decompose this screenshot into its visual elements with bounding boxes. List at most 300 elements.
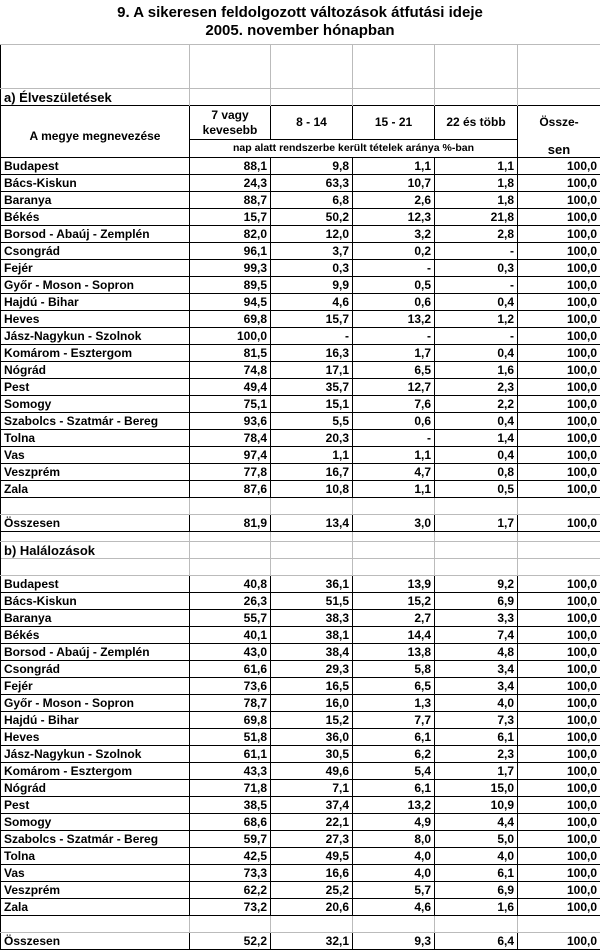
value-cell: 69,8 [190, 311, 271, 328]
value-cell: 22,1 [271, 814, 353, 831]
empty-cell [190, 916, 271, 933]
county-name: Veszprém [1, 882, 190, 899]
value-cell: 32,1 [271, 933, 353, 950]
empty-cell [435, 498, 518, 515]
value-cell: 0,4 [435, 294, 518, 311]
value-cell: 100,0 [518, 345, 600, 362]
county-name: Tolna [1, 848, 190, 865]
value-cell: 51,8 [190, 729, 271, 746]
county-name: Fejér [1, 678, 190, 695]
value-cell: 59,7 [190, 831, 271, 848]
spacer-row [1, 916, 600, 933]
value-cell: 24,3 [190, 175, 271, 192]
value-cell: 6,8 [271, 192, 353, 209]
value-cell: 4,9 [353, 814, 435, 831]
value-cell: 99,3 [190, 260, 271, 277]
table-row [1, 797, 600, 814]
value-cell: 1,4 [435, 430, 518, 447]
table-row [1, 226, 600, 243]
value-cell: 100,0 [190, 328, 271, 345]
value-cell: 15,7 [190, 209, 271, 226]
value-cell: 71,8 [190, 780, 271, 797]
value-cell: 10,9 [435, 797, 518, 814]
value-cell: 3,4 [435, 678, 518, 695]
county-name: Hajdú - Bihar [1, 712, 190, 729]
table-row [1, 712, 600, 729]
value-cell: 9,8 [271, 158, 353, 175]
value-cell: 5,7 [353, 882, 435, 899]
table-row [1, 277, 600, 294]
value-cell: 6,4 [435, 933, 518, 950]
county-name: Somogy [1, 814, 190, 831]
value-cell: 81,5 [190, 345, 271, 362]
county-name: Bács-Kiskun [1, 593, 190, 610]
value-cell: 100,0 [518, 729, 600, 746]
table-row [1, 644, 600, 661]
value-cell: 43,0 [190, 644, 271, 661]
value-cell: 1,1 [271, 447, 353, 464]
value-cell: 0,6 [353, 294, 435, 311]
value-cell: 74,8 [190, 362, 271, 379]
county-name: Összesen [1, 515, 190, 532]
value-cell: 38,5 [190, 797, 271, 814]
empty-cell [271, 498, 353, 515]
county-name: Bács-Kiskun [1, 175, 190, 192]
value-cell: 2,2 [435, 396, 518, 413]
value-cell: 96,1 [190, 243, 271, 260]
value-cell: 6,9 [435, 593, 518, 610]
value-cell: 4,0 [435, 695, 518, 712]
value-cell: 100,0 [518, 175, 600, 192]
empty-cell [190, 542, 271, 559]
value-cell: 3,7 [271, 243, 353, 260]
county-name: Jász-Nagykun - Szolnok [1, 328, 190, 345]
county-name: Heves [1, 311, 190, 328]
value-cell: 73,2 [190, 899, 271, 916]
county-name: Budapest [1, 576, 190, 593]
table-row [1, 661, 600, 678]
value-cell: 12,3 [353, 209, 435, 226]
value-cell: 82,0 [190, 226, 271, 243]
county-name: Fejér [1, 260, 190, 277]
table-row [1, 294, 600, 311]
empty-cell [271, 89, 353, 106]
value-cell: 5,8 [353, 661, 435, 678]
value-cell: 2,3 [435, 746, 518, 763]
value-cell: 100,0 [518, 294, 600, 311]
value-cell: 4,0 [353, 848, 435, 865]
value-cell: 42,5 [190, 848, 271, 865]
table-row [1, 447, 600, 464]
title-line-2: 2005. november hónapban [0, 22, 600, 40]
table-row [1, 899, 600, 916]
empty-cell [1, 916, 190, 933]
value-cell: 69,8 [190, 712, 271, 729]
empty-cell [271, 532, 353, 542]
value-cell: 13,2 [353, 311, 435, 328]
table-row [1, 576, 600, 593]
section-a-heading [1, 89, 600, 106]
value-cell: 100,0 [518, 933, 600, 950]
value-cell: 6,1 [435, 865, 518, 882]
value-cell: 1,2 [435, 311, 518, 328]
value-cell: 2,6 [353, 192, 435, 209]
value-cell: 4,8 [435, 644, 518, 661]
empty-cell [518, 916, 600, 933]
value-cell: 27,3 [271, 831, 353, 848]
value-cell: 15,2 [271, 712, 353, 729]
total-row-b [1, 933, 600, 950]
value-cell: 37,4 [271, 797, 353, 814]
table-row [1, 260, 600, 277]
empty-cell [271, 559, 353, 576]
value-cell: 1,8 [435, 175, 518, 192]
value-cell: 38,4 [271, 644, 353, 661]
value-cell: 49,4 [190, 379, 271, 396]
value-cell: - [435, 243, 518, 260]
col-15-21: 15 - 21 [353, 106, 435, 140]
table-row [1, 729, 600, 746]
value-cell: 52,2 [190, 933, 271, 950]
value-cell: 100,0 [518, 209, 600, 226]
empty-cell [190, 45, 271, 89]
value-cell: 73,3 [190, 865, 271, 882]
value-cell: 3,4 [435, 661, 518, 678]
value-cell: 88,1 [190, 158, 271, 175]
value-cell: 100,0 [518, 226, 600, 243]
value-cell: 100,0 [518, 712, 600, 729]
county-name: Somogy [1, 396, 190, 413]
value-cell: 100,0 [518, 328, 600, 345]
table-row [1, 464, 600, 481]
title-line-1: 9. A sikeresen feldolgozott változások átfutási ideje [0, 4, 600, 22]
value-cell: 100,0 [518, 797, 600, 814]
county-name: Budapest [1, 158, 190, 175]
value-cell: 100,0 [518, 831, 600, 848]
value-cell: 100,0 [518, 481, 600, 498]
spacer-row [1, 45, 600, 89]
section-a-heading-label: a) Élveszületések [1, 89, 190, 106]
value-cell: 9,2 [435, 576, 518, 593]
value-cell: 87,6 [190, 481, 271, 498]
spacer-row [1, 532, 600, 542]
table-row [1, 175, 600, 192]
value-cell: 4,0 [435, 848, 518, 865]
county-name: Összesen [1, 933, 190, 950]
county-name: Veszprém [1, 464, 190, 481]
value-cell: 100,0 [518, 260, 600, 277]
section-b-heading-label: b) Halálozások [1, 542, 190, 559]
value-cell: 2,3 [435, 379, 518, 396]
county-name: Békés [1, 627, 190, 644]
value-cell: 7,3 [435, 712, 518, 729]
table-row [1, 627, 600, 644]
empty-cell [271, 916, 353, 933]
value-cell: 100,0 [518, 515, 600, 532]
value-cell: 35,7 [271, 379, 353, 396]
value-cell: 10,8 [271, 481, 353, 498]
empty-cell [353, 532, 435, 542]
value-cell: 6,1 [435, 729, 518, 746]
page-title [0, 0, 600, 44]
table-row [1, 610, 600, 627]
table-row [1, 746, 600, 763]
county-name: Zala [1, 899, 190, 916]
county-name: Pest [1, 379, 190, 396]
table-row [1, 831, 600, 848]
value-cell: 100,0 [518, 192, 600, 209]
value-cell: 1,8 [435, 192, 518, 209]
county-name: Nógrád [1, 780, 190, 797]
col-osszesen-top: Össze- [518, 106, 600, 140]
value-cell: 1,7 [435, 515, 518, 532]
table-row [1, 362, 600, 379]
total-row-a [1, 515, 600, 532]
value-cell: 100,0 [518, 678, 600, 695]
value-cell: 0,4 [435, 447, 518, 464]
value-cell: 13,2 [353, 797, 435, 814]
value-cell: 61,6 [190, 661, 271, 678]
value-cell: 1,6 [435, 362, 518, 379]
value-cell: 1,7 [435, 763, 518, 780]
empty-cell [435, 916, 518, 933]
empty-cell [271, 542, 353, 559]
value-cell: 100,0 [518, 610, 600, 627]
value-cell: 38,3 [271, 610, 353, 627]
county-name: Borsod - Abaúj - Zemplén [1, 226, 190, 243]
value-cell: 4,7 [353, 464, 435, 481]
value-cell: 100,0 [518, 814, 600, 831]
value-cell: 100,0 [518, 464, 600, 481]
value-cell: 77,8 [190, 464, 271, 481]
county-name: Csongrád [1, 661, 190, 678]
spacer-row [1, 498, 600, 515]
value-cell: - [435, 328, 518, 345]
value-cell: 13,4 [271, 515, 353, 532]
value-cell: 100,0 [518, 379, 600, 396]
value-cell: - [353, 430, 435, 447]
empty-cell [190, 532, 271, 542]
value-cell: 6,1 [353, 729, 435, 746]
value-cell: 14,4 [353, 627, 435, 644]
value-cell: 3,3 [435, 610, 518, 627]
value-cell: 4,0 [353, 865, 435, 882]
empty-cell [1, 498, 190, 515]
subheader: nap alatt rendszerbe került tételek aránya %-ban [190, 140, 518, 158]
value-cell: 93,6 [190, 413, 271, 430]
value-cell: 6,2 [353, 746, 435, 763]
table-row [1, 379, 600, 396]
value-cell: 15,1 [271, 396, 353, 413]
value-cell: - [271, 328, 353, 345]
value-cell: 100,0 [518, 780, 600, 797]
value-cell: 68,6 [190, 814, 271, 831]
value-cell: 6,1 [353, 780, 435, 797]
value-cell: 40,1 [190, 627, 271, 644]
county-name: Baranya [1, 610, 190, 627]
value-cell: 9,9 [271, 277, 353, 294]
table-row [1, 593, 600, 610]
value-cell: 1,6 [435, 899, 518, 916]
county-name: Vas [1, 865, 190, 882]
value-cell: 5,5 [271, 413, 353, 430]
empty-cell [190, 89, 271, 106]
value-cell: 6,9 [435, 882, 518, 899]
table-row [1, 882, 600, 899]
value-cell: 40,8 [190, 576, 271, 593]
value-cell: 38,1 [271, 627, 353, 644]
value-cell: 6,5 [353, 362, 435, 379]
value-cell: 0,5 [435, 481, 518, 498]
county-name: Szabolcs - Szatmár - Bereg [1, 413, 190, 430]
value-cell: 16,6 [271, 865, 353, 882]
value-cell: 12,0 [271, 226, 353, 243]
value-cell: 100,0 [518, 644, 600, 661]
value-cell: 13,8 [353, 644, 435, 661]
value-cell: 15,0 [435, 780, 518, 797]
empty-cell [190, 559, 271, 576]
value-cell: 1,1 [353, 158, 435, 175]
value-cell: 100,0 [518, 430, 600, 447]
table-row [1, 814, 600, 831]
empty-cell [353, 916, 435, 933]
value-cell: 75,1 [190, 396, 271, 413]
value-cell: 43,3 [190, 763, 271, 780]
value-cell: 0,6 [353, 413, 435, 430]
empty-cell [1, 532, 190, 542]
empty-cell [353, 542, 435, 559]
value-cell: 0,4 [435, 413, 518, 430]
county-name: Csongrád [1, 243, 190, 260]
value-cell: 29,3 [271, 661, 353, 678]
table-row [1, 413, 600, 430]
county-name: Vas [1, 447, 190, 464]
empty-cell [518, 559, 600, 576]
value-cell: 1,3 [353, 695, 435, 712]
col-osszesen-bottom: sen [518, 140, 600, 158]
value-cell: 7,6 [353, 396, 435, 413]
county-name: Jász-Nagykun - Szolnok [1, 746, 190, 763]
col-22-es-tobb: 22 és több [435, 106, 518, 140]
col-7-vagy-kevesebb: 7 vagy kevesebb [190, 106, 271, 140]
empty-cell [1, 559, 190, 576]
value-cell: 1,1 [435, 158, 518, 175]
value-cell: 100,0 [518, 576, 600, 593]
value-cell: 2,8 [435, 226, 518, 243]
table-row [1, 848, 600, 865]
table-row [1, 396, 600, 413]
empty-cell [435, 542, 518, 559]
county-name: Nógrád [1, 362, 190, 379]
value-cell: 100,0 [518, 848, 600, 865]
empty-cell [435, 89, 518, 106]
table-row [1, 328, 600, 345]
table-row [1, 209, 600, 226]
value-cell: 0,2 [353, 243, 435, 260]
table-row [1, 481, 600, 498]
value-cell: 100,0 [518, 362, 600, 379]
table-row [1, 192, 600, 209]
value-cell: 4,4 [435, 814, 518, 831]
value-cell: 17,1 [271, 362, 353, 379]
value-cell: 100,0 [518, 413, 600, 430]
value-cell: 97,4 [190, 447, 271, 464]
col-megye: A megye megnevezése [1, 106, 190, 158]
county-name: Komárom - Esztergom [1, 345, 190, 362]
value-cell: 5,4 [353, 763, 435, 780]
table-row [1, 695, 600, 712]
value-cell: 0,8 [435, 464, 518, 481]
value-cell: 100,0 [518, 763, 600, 780]
value-cell: - [353, 328, 435, 345]
county-name: Zala [1, 481, 190, 498]
section-b-heading [1, 542, 600, 559]
value-cell: 50,2 [271, 209, 353, 226]
value-cell: 100,0 [518, 746, 600, 763]
empty-cell [353, 498, 435, 515]
county-name: Békés [1, 209, 190, 226]
value-cell: 61,1 [190, 746, 271, 763]
empty-cell [518, 542, 600, 559]
empty-cell [353, 559, 435, 576]
table-row [1, 158, 600, 175]
value-cell: 15,2 [353, 593, 435, 610]
value-cell: 73,6 [190, 678, 271, 695]
empty-cell [1, 45, 190, 89]
value-cell: 12,7 [353, 379, 435, 396]
value-cell: 13,9 [353, 576, 435, 593]
county-name: Hajdú - Bihar [1, 294, 190, 311]
value-cell: 100,0 [518, 277, 600, 294]
value-cell: 16,5 [271, 678, 353, 695]
value-cell: 36,0 [271, 729, 353, 746]
value-cell: 63,3 [271, 175, 353, 192]
value-cell: 100,0 [518, 627, 600, 644]
value-cell: 78,7 [190, 695, 271, 712]
value-cell: 21,8 [435, 209, 518, 226]
empty-cell [435, 45, 518, 89]
value-cell: 2,7 [353, 610, 435, 627]
value-cell: 62,2 [190, 882, 271, 899]
value-cell: 0,5 [353, 277, 435, 294]
empty-cell [435, 559, 518, 576]
value-cell: 89,5 [190, 277, 271, 294]
table-row [1, 345, 600, 362]
county-name: Tolna [1, 430, 190, 447]
value-cell: 25,2 [271, 882, 353, 899]
value-cell: 100,0 [518, 865, 600, 882]
value-cell: 7,7 [353, 712, 435, 729]
county-name: Győr - Moson - Sopron [1, 277, 190, 294]
empty-cell [190, 498, 271, 515]
value-cell: 100,0 [518, 899, 600, 916]
empty-cell [353, 89, 435, 106]
empty-cell [518, 45, 600, 89]
value-cell: 26,3 [190, 593, 271, 610]
table-row [1, 430, 600, 447]
value-cell: 100,0 [518, 311, 600, 328]
header-row [1, 106, 600, 140]
value-cell: 9,3 [353, 933, 435, 950]
value-cell: 100,0 [518, 243, 600, 260]
value-cell: 94,5 [190, 294, 271, 311]
value-cell: 81,9 [190, 515, 271, 532]
value-cell: 1,7 [353, 345, 435, 362]
value-cell: 0,3 [435, 260, 518, 277]
empty-cell [518, 89, 600, 106]
value-cell: 4,6 [353, 899, 435, 916]
value-cell: 51,5 [271, 593, 353, 610]
